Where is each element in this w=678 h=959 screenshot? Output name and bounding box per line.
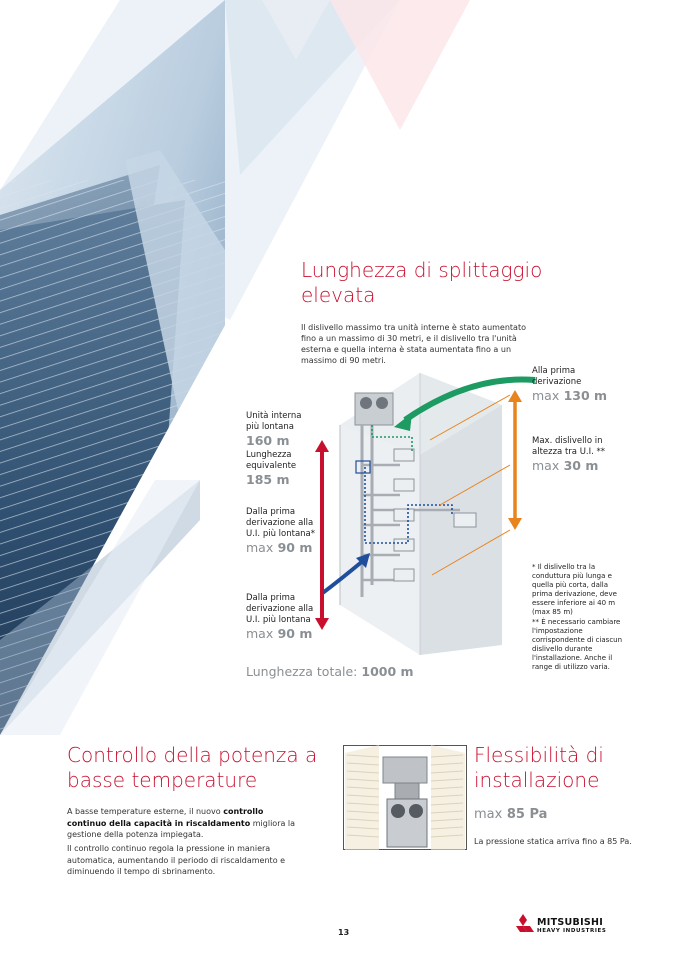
footnote-1: * Il dislivello tra la conduttura più lunga e quella più corta, dalla prima derivazione, deve essere inferiore ai 40 m (max 85 m) — [532, 563, 617, 616]
total-length: Lunghezza totale: 1000 m — [246, 664, 414, 679]
brand-name: MITSUBISHI — [537, 917, 604, 928]
label-to-first-branch: Alla prima derivazione max 130 m — [532, 366, 608, 403]
mitsubishi-logo-icon — [510, 914, 536, 938]
label-first-branch-star: Dalla prima derivazione alla U.I. più lontana* max 90 m — [246, 507, 316, 555]
section-flex-value: max 85 Pa — [474, 807, 548, 822]
label-equivalent-length: Lunghezza equivalente 185 m — [246, 450, 297, 487]
intro-text: Il dislivello massimo tra unità interne è stato aumentato fino a un massimo di 30 metri, e il dislivello tra l'unità esterna e quella interna è stata aumentata fino a un massimo di 90 metri. — [301, 323, 526, 365]
footnote-2: ** È necessario cambiare l'impostazione corrispondente di ciascun dislivello durante l'installazione. Anche il range di utilizzo varia. — [532, 618, 623, 671]
vrf-building-diagram — [320, 365, 540, 655]
installation-illustration — [343, 745, 467, 851]
section-flex-text: La pressione statica arriva fino a 85 Pa. — [474, 837, 632, 846]
orange-dimension-arrow — [508, 390, 522, 530]
page-number: 13 — [338, 928, 350, 937]
label-unit-far: Unità interna più lontana 160 m — [246, 411, 302, 448]
label-max-height-diff: Max. dislivello in altezza tra U.I. ** max 30 m — [532, 436, 606, 473]
brand-subname: HEAVY INDUSTRIES — [537, 928, 607, 934]
section-control-p2: Il controllo continuo regola la pressione in maniera automatica, aumentando il periodo di riscaldamento e diminuendo il tempo di sbrinamento. — [67, 844, 286, 876]
label-first-branch: Dalla prima derivazione alla U.I. più lontana max 90 m — [246, 593, 314, 641]
section-flex-title: Flessibilità di installazione — [474, 743, 604, 792]
section-control-p1: A basse temperature esterne, il nuovo controllo continuo della capacità in riscaldamento migliora la gestione della potenza impiegata. — [67, 807, 296, 839]
page-title: Lunghezza di splittaggio elevata — [301, 258, 543, 307]
outdoor-unit-icon — [355, 393, 393, 425]
section-control-title: Controllo della potenza a basse temperature — [67, 743, 318, 792]
